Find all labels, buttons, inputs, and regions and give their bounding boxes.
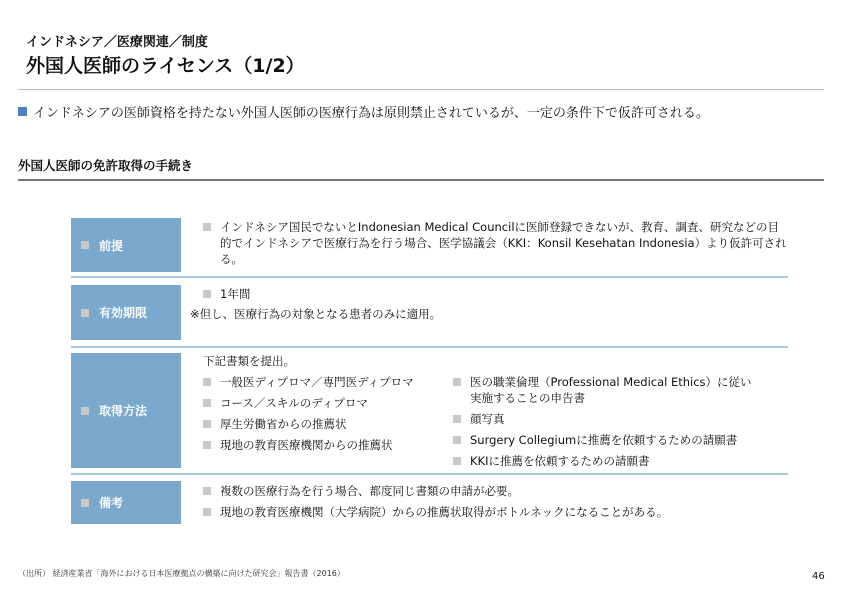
divider <box>71 276 788 278</box>
item-text: 1年間 <box>220 287 251 301</box>
row-content-premise <box>203 219 788 271</box>
divider <box>71 473 788 475</box>
bullet-icon <box>453 457 461 465</box>
label-text: 備考 <box>99 496 124 510</box>
item-text: 一般医ディプロマ／専門医ディプロマ <box>220 375 414 389</box>
documents-left <box>203 374 453 457</box>
bullet-icon <box>453 415 461 423</box>
section-title: 外国人医師の免許取得の手続き <box>18 158 194 173</box>
page-title: 外国人医師のライセンス（1/2） <box>26 55 305 77</box>
page-number: 46 <box>812 571 825 582</box>
bullet-icon <box>203 508 211 516</box>
item-text: KKIに推薦を依頼するための請願書 <box>470 454 650 468</box>
bullet-icon <box>18 107 27 116</box>
row-label-method <box>71 353 181 468</box>
item-text: 厚生労働省からの推薦状 <box>220 417 347 431</box>
row-content-remarks <box>203 483 788 524</box>
divider <box>18 179 824 181</box>
item-text: 現地の教育医療機関からの推薦状 <box>220 438 393 452</box>
item-text: インドネシア国民でないとIndonesian Medical Councilに医師登録できないが、教育、調査、研究などの目的でインドネシアで医療行為を行う場合、医学協議会（KKI：Konsil Kesehatan Indonesia）より仮許可される。 <box>220 220 787 266</box>
bullet-icon <box>203 441 211 449</box>
item-text: 顔写真 <box>470 412 505 426</box>
item-text: 現地の教育医療機関（大学病院）からの推薦状取得がボトルネックになることがある。 <box>220 505 669 519</box>
bullet-icon <box>453 378 461 386</box>
row-label-remarks <box>71 481 181 524</box>
row-content-validity <box>203 286 788 306</box>
source-footnote: （出所） 経済産業省「海外における日本医療拠点の構築に向けた研究会」報告書（2016） <box>18 569 345 578</box>
bullet-icon <box>203 399 211 407</box>
bullet-icon <box>81 407 89 415</box>
bullet-icon <box>203 487 211 495</box>
bullet-icon <box>203 223 211 231</box>
bullet-icon <box>453 436 461 444</box>
item-text: コース／スキルのディプロマ <box>220 396 368 410</box>
item-text: Surgery Collegiumに推薦を依頼するための請願書 <box>470 433 738 447</box>
note-text: ※但し、医療行為の対象となる患者のみに適用。 <box>190 307 442 321</box>
row-label-premise <box>71 218 181 272</box>
lead-label: インドネシアの医師資格を持たない外国人医師の医療行為は原則禁止されているが、一定の条件下で仮許可される。 <box>33 106 709 121</box>
breadcrumb: インドネシア／医療関連／制度 <box>26 35 208 50</box>
intro-text: 下記書類を提出。 <box>203 354 295 368</box>
bullet-icon <box>81 499 89 507</box>
bullet-icon <box>203 290 211 298</box>
item-text: 医の職業倫理（Professional Medical Ethics）に従い実施することの申告書 <box>470 375 752 405</box>
bullet-icon <box>81 241 89 249</box>
item-text: 複数の医療行為を行う場合、都度同じ書類の申請が必要。 <box>220 484 519 498</box>
bullet-icon <box>203 420 211 428</box>
label-text: 前提 <box>99 238 124 253</box>
bullet-icon <box>81 309 89 317</box>
bullet-icon <box>203 378 211 386</box>
lead-text <box>18 102 709 121</box>
label-text: 取得方法 <box>99 404 148 418</box>
divider <box>71 346 788 348</box>
label-text: 有効期限 <box>99 306 148 320</box>
row-label-validity <box>71 285 181 340</box>
documents-right <box>453 374 763 473</box>
divider <box>18 89 824 90</box>
